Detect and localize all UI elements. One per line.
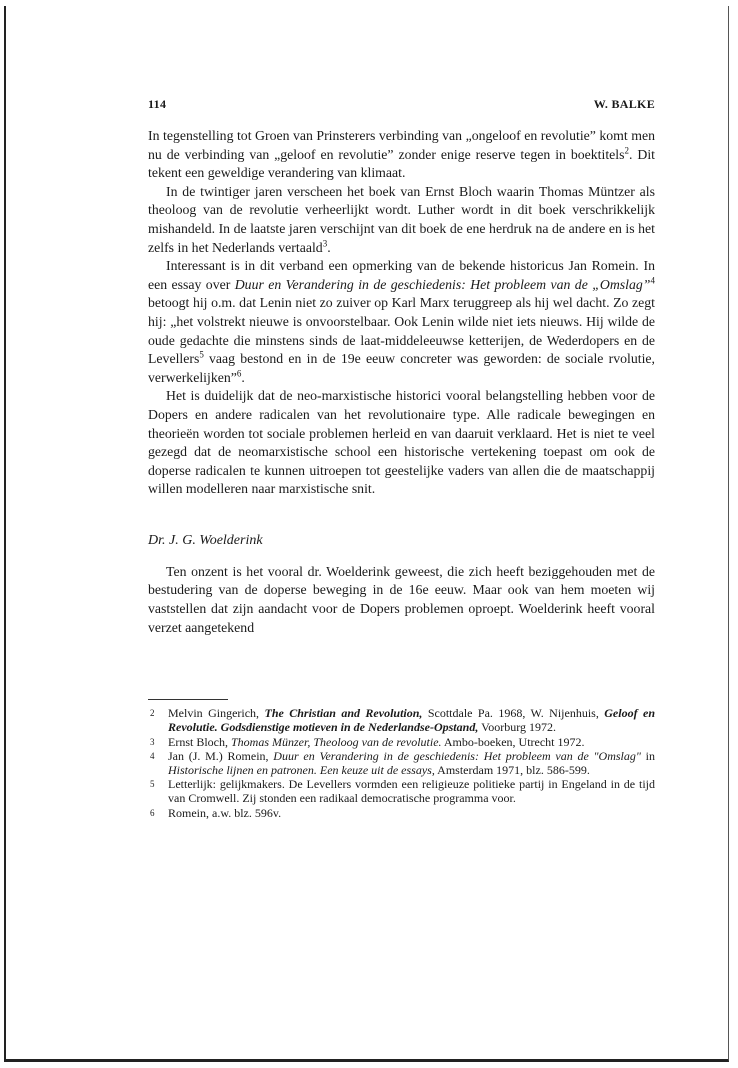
footnote-ref: 5 (199, 349, 204, 360)
paragraph (148, 387, 655, 499)
footnote-ref: 4 (650, 275, 655, 286)
paragraph (148, 127, 655, 183)
footnote-mark: 6 (150, 807, 155, 818)
footnote-ref: 2 (624, 145, 629, 155)
paragraph (148, 183, 655, 257)
footnote-ref: 3 (322, 237, 328, 248)
footnote-text (168, 735, 585, 749)
text-run: in (640, 748, 655, 763)
text-run: vaag bestond en in de 19e eeuw concreter was geworden: de sociale rvolutie, verwerkelijken” (148, 351, 655, 385)
italic-title: Duur en Verandering in de geschiedenis: Het probleem van de „Omslag” (234, 276, 651, 292)
footnote (148, 777, 655, 805)
text-run: Romein, a.w. blz. 596v. (168, 805, 282, 820)
text-run: Ernst Bloch, (168, 734, 231, 749)
text-run: Melvin Gingerich, (168, 706, 265, 721)
section-heading: Dr. J. G. Woelderink (148, 532, 263, 548)
page-content (148, 97, 655, 820)
body-text-section (148, 563, 655, 637)
footnote-text (168, 777, 655, 805)
page-number: 114 (148, 97, 167, 111)
italic-title: Geloof en Revolutie. Godsdienstige motieven in de Nederlandse-Opstand, (168, 706, 656, 735)
text-run: In tegenstelling tot Groen van Prinsterers verbinding van „ongeloof en revolutie” komt men nu de verbinding van „geloof en revolutie” zonder enige reserve tegen in boektitels (148, 128, 655, 162)
footnotes (148, 706, 655, 820)
text-run: . (241, 369, 245, 385)
paragraph (148, 257, 655, 387)
footnote (148, 806, 655, 820)
footnote-mark: 2 (150, 708, 155, 719)
footnote-text (168, 749, 655, 777)
running-header (148, 97, 655, 119)
body-text (148, 127, 655, 499)
text-run: Amsterdam 1971, blz. 586-599. (434, 763, 590, 778)
text-run: Het is duidelijk dat de neo-marxistische historici vooral belangstelling hebben voor de Dopers en andere radicalen van het revolutionaire type. Alle radicale bewegingen en theorieën worden tot sociale problemen herleid en van daaruit verklaard. Het is niet te veel gezegd dat de neomarxistische school een historische vertekening toepast om ook de doperse radicalen te kunnen uitroepen tot geestelijke vaders van allen die de maatschappij willen modelleren naar marxistische snit. (148, 388, 655, 497)
footnote-mark: 3 (150, 736, 155, 747)
italic-title: Historische lijnen en patronen. Een keuze uit de essays, (168, 763, 435, 778)
book-page (4, 6, 729, 1062)
footnote-ref: 6 (236, 368, 242, 379)
text-run: Voorburg 1972. (478, 720, 556, 735)
text-run: betoogt hij o.m. dat Lenin niet zo zuiver op Karl Marx teruggreep als hij wel dacht. Zo zegt hij: „het volstrekt nieuwe is onvoorstelbaar. Ook Lenin wilde niet iets nieuws. Hij wilde de oude gedachte die minstens sinds de laat-middeleeuwse ketterijen, de Wederdopers en de Levellers (148, 295, 655, 367)
footnote-text (168, 706, 655, 734)
text-run: Ambo-boeken, Utrecht 1972. (441, 734, 585, 749)
text-run: Ten onzent is het vooral dr. Woelderink geweest, die zich heeft beziggehouden met de bestudering van de doperse beweging in de 16e eeuw. Maar ook van hem moeten wij vaststellen dat zijn aandacht voor de Dopers problemen oproept. Woelderink heeft vooral verzet aangetekend (148, 563, 655, 635)
footnote (148, 735, 655, 749)
footnote-divider (148, 699, 228, 700)
running-head-author: W. BALKE (593, 97, 655, 111)
text-run: Letterlijk: gelijkmakers. De Levellers vormden een religieuze politieke partij in Engeland in de tijd van Cromwell. Zij stonden een radikaal democratische programma voor. (168, 777, 655, 806)
footnote (148, 749, 655, 777)
italic-title: Thomas Münzer, Theoloog van de revolutie. (231, 734, 442, 749)
italic-title: Duur en Verandering in de geschiedenis: Het probleem van de "Omslag" (273, 748, 641, 763)
text-run: . (327, 239, 331, 255)
footnote-text (168, 806, 281, 820)
text-run: Scottdale Pa. 1968, W. Nijenhuis, (422, 706, 605, 721)
text-run: . Dit tekent een geweldige verandering van klimaat. (148, 146, 655, 181)
footnote-mark: 5 (150, 779, 155, 790)
italic-title: The Christian and Revolution, (264, 706, 423, 721)
text-run: In de twintiger jaren verscheen het boek van Ernst Bloch waarin Thomas Müntzer als theoloog van de revolutie verheerlijkt wordt. Luther wordt in dit boek verschrikkelijk mishandeld. In de laatste jaren verschijnt van dit boek de ene herdruk na de andere en is het zelfs in het Nederlands vertaald (148, 183, 655, 255)
text-run: Jan (J. M.) Romein, (168, 748, 274, 763)
footnote-mark: 4 (150, 750, 155, 761)
paragraph (148, 563, 655, 637)
text-run: Interessant is in dit verband een opmerking van de bekende historicus Jan Romein. In een essay over (148, 258, 655, 292)
footnote (148, 706, 655, 734)
